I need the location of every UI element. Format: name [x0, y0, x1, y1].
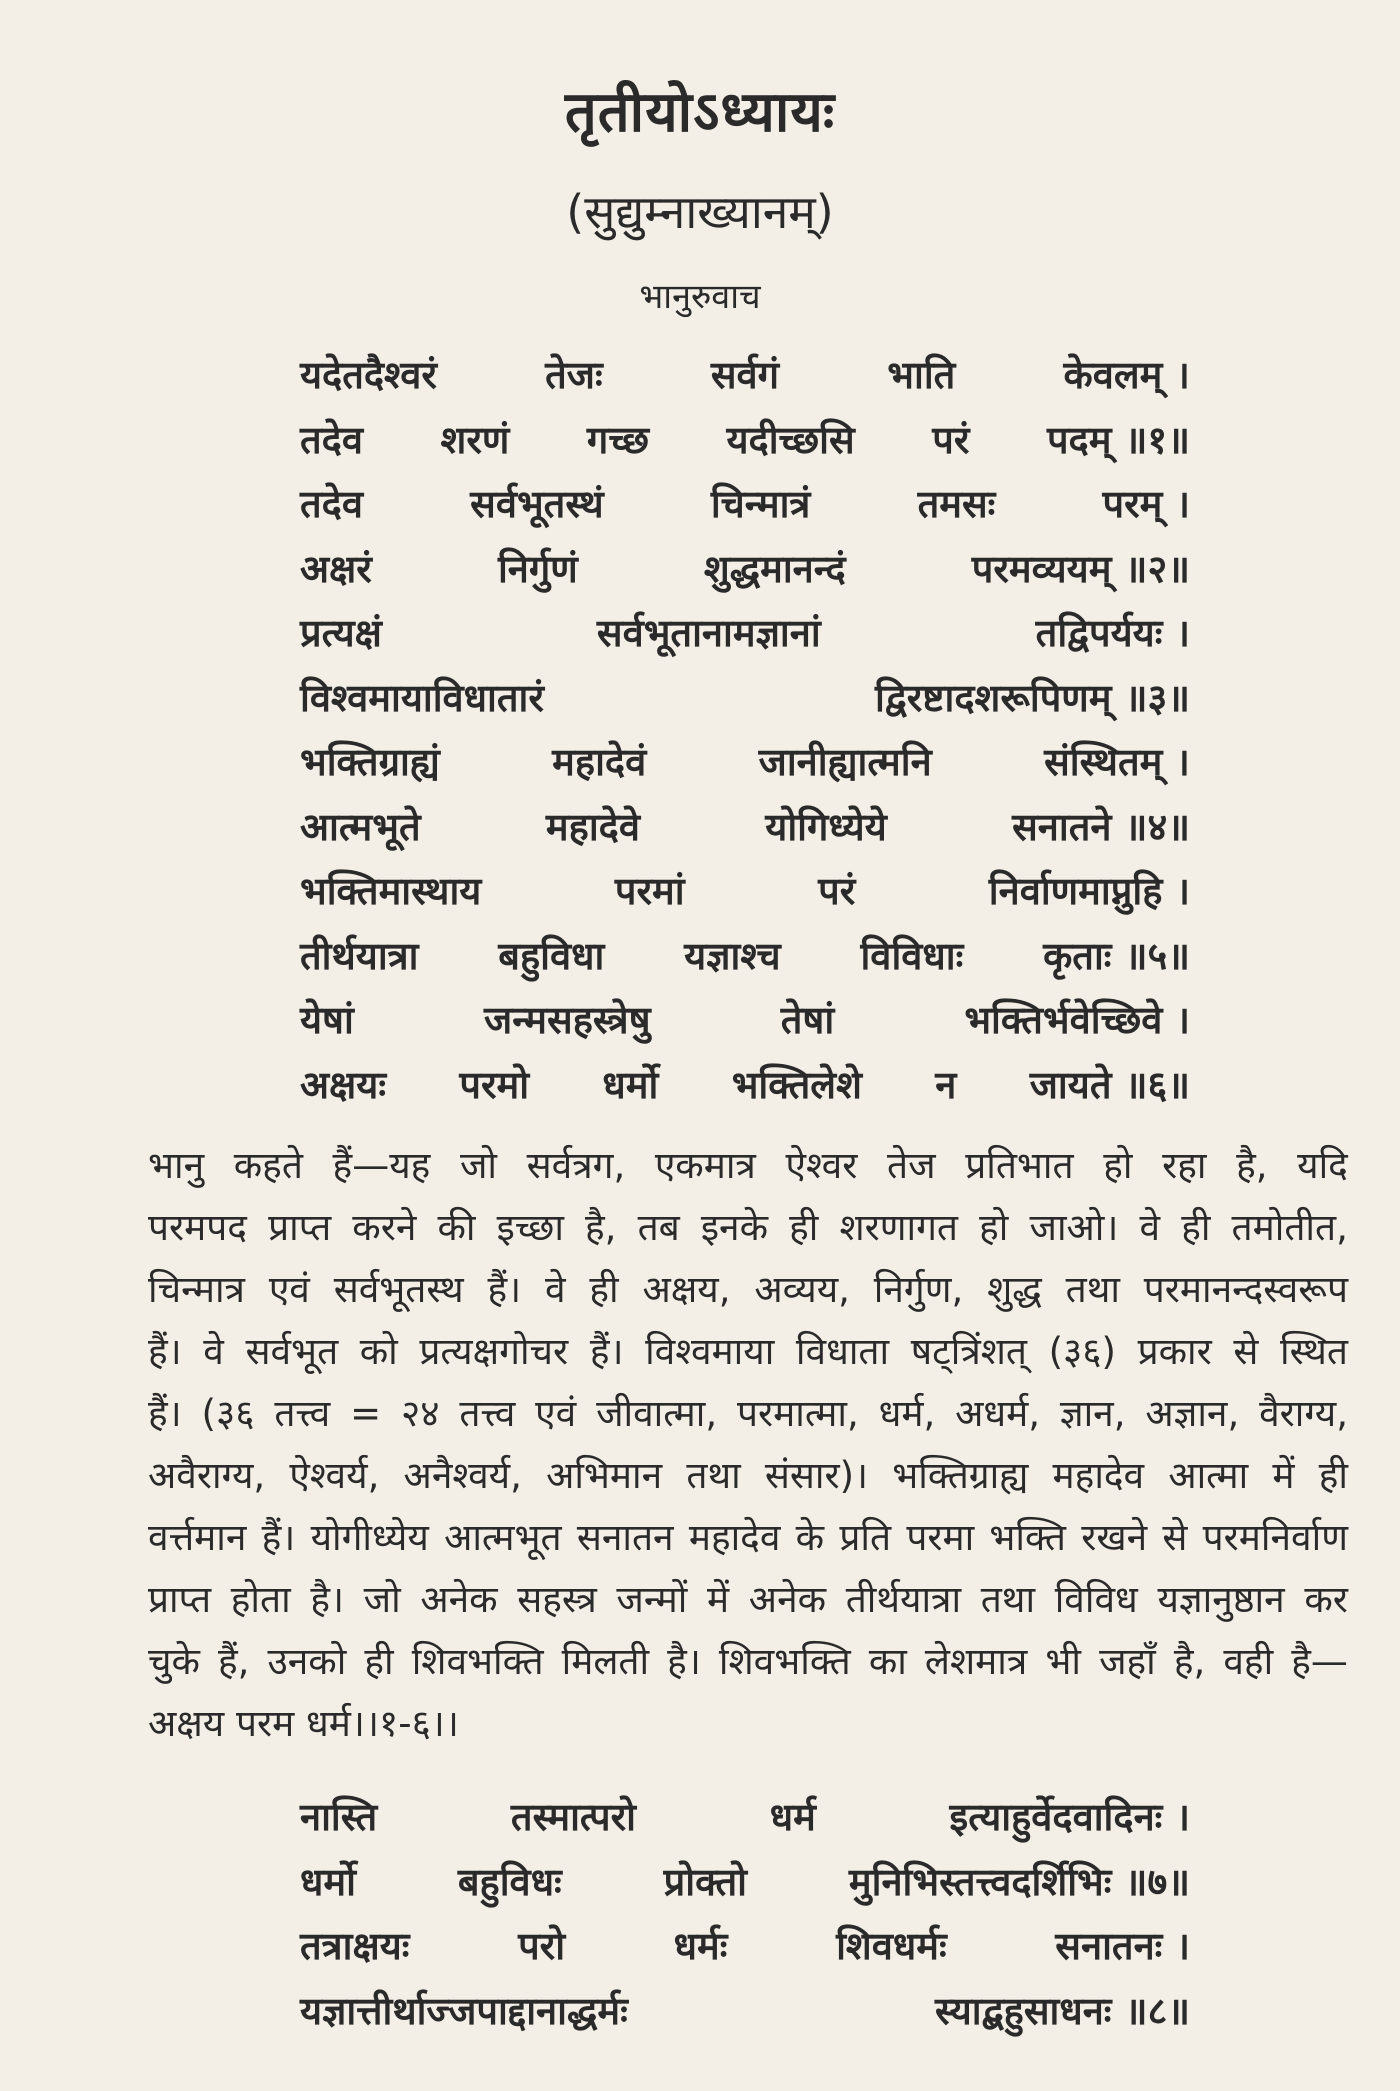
verse-word: भक्तिग्राह्यं	[300, 740, 440, 784]
verse-word: आत्मभूते	[300, 804, 421, 849]
verse-word: भक्तिमास्थाय	[300, 869, 482, 913]
verse-word: महादेवे	[545, 804, 640, 849]
verse-word: यज्ञात्तीर्थाज्जपाद्दानाद्धर्मः	[300, 1988, 628, 2033]
verse-word: धर्मः	[673, 1924, 728, 1968]
verse-word: महादेवं	[552, 740, 647, 784]
verse-word: तेजः	[545, 353, 603, 397]
verse-word: योगिध्येये	[765, 804, 887, 849]
verse-line	[300, 1855, 1190, 1920]
verse-word: यज्ञाश्च	[684, 933, 781, 978]
verse-line	[300, 348, 1190, 413]
verse-word: विश्वमायाविधातारं	[300, 675, 544, 720]
verse-word: शिवधर्मः	[836, 1924, 947, 1968]
verse-word: प्रत्यक्षं	[300, 611, 382, 655]
verse-word: अक्षयः	[300, 1062, 386, 1107]
verse-word: तदेव	[300, 482, 363, 526]
verse-word: सनातने ॥४॥	[1012, 804, 1190, 849]
verse-word: कृताः ॥५॥	[1043, 933, 1190, 978]
verse-word: गच्छ	[586, 417, 649, 462]
verse-word: निर्वाणमाप्नुहि ।	[988, 869, 1190, 913]
prose-line: वर्त्तमान हैं। योगीध्येय आत्मभूत सनातन महादेव के प्रति परमा भक्ति रखने से परमनिर्वाण	[148, 1516, 1348, 1559]
verse-word: शरणं	[440, 417, 510, 462]
verse-word: बहुविधः	[457, 1859, 562, 1904]
verse-word: भक्तिलेशे	[731, 1062, 862, 1107]
chapter-title: तृतीयोऽध्यायः	[564, 80, 836, 145]
verse-word: सर्वगं	[710, 353, 780, 397]
speaker-label: भानुरुवाच	[639, 277, 761, 317]
verse-block-1	[300, 348, 1190, 1122]
verse-word: तदेव	[300, 417, 363, 462]
verse-line	[300, 1790, 1190, 1855]
verse-line	[300, 671, 1190, 736]
verse-line	[300, 477, 1190, 542]
verse-line	[300, 993, 1190, 1058]
verse-line	[300, 542, 1190, 607]
verse-word: केवलम् ।	[1063, 353, 1190, 397]
verse-word: जानीह्यात्मनि	[758, 740, 932, 784]
verse-word: जायते ॥६॥	[1029, 1062, 1190, 1107]
verse-line	[300, 1919, 1190, 1984]
verse-word: तेषां	[780, 998, 835, 1042]
verse-word: नास्ति	[300, 1795, 378, 1839]
verse-word: धर्म	[769, 1795, 816, 1839]
verse-word: पदम् ॥१॥	[1046, 417, 1190, 462]
prose-line: भानु कहते हैं—यह जो सर्वत्रग, एकमात्र ऐश्वर तेज प्रतिभात हो रहा है, यदि	[148, 1144, 1348, 1187]
verse-word: सर्वभूतानामज्ञानां	[596, 611, 821, 655]
prose-line: अक्षय परम धर्म।।१-६।।	[148, 1702, 459, 1745]
verse-line	[300, 929, 1190, 994]
verse-word: संस्थितम् ।	[1044, 740, 1190, 784]
verse-line	[300, 413, 1190, 478]
prose-line: चुके हैं, उनको ही शिवभक्ति मिलती है। शिवभक्ति का लेशमात्र भी जहाँ है, वही है—	[148, 1640, 1348, 1683]
prose-line: चिन्मात्र एवं सर्वभूतस्थ हैं। वे ही अक्षय, अव्यय, निर्गुण, शुद्ध तथा परमानन्दस्वरूप	[148, 1268, 1348, 1311]
verse-word: निर्गुणं	[497, 546, 578, 591]
verse-word: न	[935, 1062, 957, 1107]
verse-line	[300, 800, 1190, 865]
verse-word: प्रोक्तो	[663, 1859, 747, 1904]
verse-word: इत्याहुर्वेदवादिनः ।	[949, 1795, 1190, 1839]
prose-line: हैं। (३६ तत्त्व = २४ तत्त्व एवं जीवात्मा, परमात्मा, धर्म, अधर्म, ज्ञान, अज्ञान, वैराग्य,	[148, 1392, 1348, 1435]
prose-line: परमपद प्राप्त करने की इच्छा है, तब इनके ही शरणागत हो जाओ। वे ही तमोतीत,	[148, 1206, 1348, 1249]
verse-word: जन्मसहस्त्रेषु	[484, 998, 651, 1042]
verse-line	[300, 1058, 1190, 1123]
verse-word: द्विरष्टादशरूपिणम् ॥३॥	[875, 675, 1190, 720]
verse-word: यदेतदैश्वरं	[300, 353, 437, 397]
verse-word: मुनिभिस्तत्त्वदर्शिभिः ॥७॥	[848, 1859, 1190, 1904]
verse-word: तद्विपर्ययः ।	[1035, 611, 1190, 655]
verse-word: येषां	[300, 998, 354, 1042]
verse-word: परमां	[614, 869, 685, 913]
verse-word: तत्राक्षयः	[300, 1924, 410, 1968]
verse-line	[300, 735, 1190, 800]
verse-word: सनातनः ।	[1055, 1924, 1190, 1968]
verse-line	[300, 864, 1190, 929]
verse-word: परं	[932, 417, 970, 462]
verse-word: बहुविधा	[498, 933, 605, 978]
prose-line: प्राप्त होता है। जो अनेक सहस्त्र जन्मों में अनेक तीर्थयात्रा तथा विविध यज्ञानुष्ठान कर	[148, 1578, 1348, 1621]
verse-word: चिन्मात्रं	[710, 482, 811, 526]
verse-word: विविधाः	[860, 933, 964, 978]
verse-word: परमव्ययम् ॥२॥	[971, 546, 1190, 591]
verse-word: तमसः	[917, 482, 996, 526]
verse-block-2	[300, 1790, 1190, 2048]
verse-word: परम् ।	[1102, 482, 1190, 526]
verse-word: स्याद्बहुसाधनः ॥८॥	[934, 1988, 1190, 2033]
verse-word: परं	[818, 869, 856, 913]
verse-word: भाति	[887, 353, 956, 397]
verse-line	[300, 606, 1190, 671]
verse-word: सर्वभूतस्थं	[470, 482, 604, 526]
verse-word: अक्षरं	[300, 546, 372, 591]
verse-line	[300, 1984, 1190, 2049]
chapter-subtitle: (सुद्युम्नाख्यानम्)	[566, 185, 834, 239]
verse-word: शुद्धमानन्दं	[703, 546, 846, 591]
verse-word: तीर्थयात्रा	[300, 933, 419, 978]
verse-word: भक्तिर्भवेच्छिवे ।	[964, 998, 1190, 1042]
verse-word: धर्मो	[602, 1062, 659, 1107]
prose-line: हैं। वे सर्वभूत को प्रत्यक्षगोचर हैं। विश्वमाया विधाता षट्त्रिंशत् (३६) प्रकार से स्थित	[148, 1330, 1348, 1373]
verse-word: धर्मो	[300, 1859, 356, 1904]
verse-word: यदीच्छसि	[726, 417, 855, 462]
prose-translation	[148, 1135, 1348, 1755]
prose-line: अवैराग्य, ऐश्वर्य, अनैश्वर्य, अभिमान तथा संसार)। भक्तिग्राह्य महादेव आत्मा में ही	[148, 1454, 1348, 1497]
verse-word: परो	[518, 1924, 566, 1968]
verse-word: तस्मात्परो	[510, 1795, 637, 1839]
verse-word: परमो	[459, 1062, 530, 1107]
